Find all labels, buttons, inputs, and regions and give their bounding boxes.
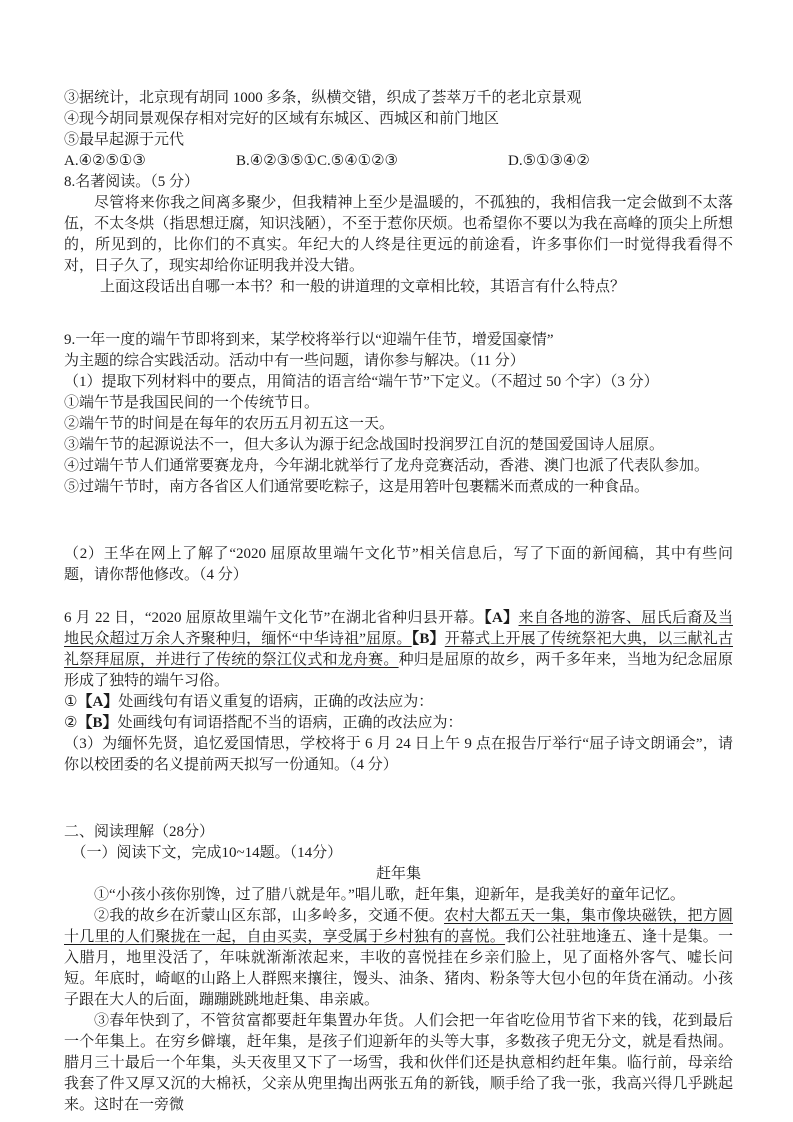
q9-fix-a-line <box>64 692 733 713</box>
text-segment: ② <box>64 715 78 731</box>
q9-part1-item-1: ①端午节是我国民间的一个传统节日。 <box>64 395 320 411</box>
q7-item-5: ⑤最早起源于元代 <box>64 132 185 148</box>
q9-part1-item-2: ②端午节的时间是在每年的农历五月初五这一天。 <box>64 416 395 432</box>
text-segment: 【B】 <box>411 631 445 647</box>
text-segment: ②我的故乡在沂蒙山区东部，山多岭多，交通不便。 <box>94 908 445 924</box>
text-segment: 种归是屈原的故乡，两千多年来，当地为纪念屈原形成了独特的端午习俗。 <box>64 652 733 689</box>
essay-paragraph-2 <box>64 906 733 1011</box>
text-segment: 处画线句有词语搭配不当的语病，正确的改法应为： <box>117 715 463 731</box>
section2-subheading: （一）阅读下文，完成10~14题。（14分） <box>71 845 343 861</box>
q9-part1-item-4: ④过端午节人们通常要赛龙舟，今年湖北就举行了龙舟竞赛活动，香港、澳门也派了代表队参加。 <box>64 458 710 474</box>
q8-quote-paragraph: 尽管将来你我之间离多聚少，但我精神上至少是温暖的，不孤独的，我相信我一定会做到不太落伍，不太冬烘（指思想迂腐，知识浅陋），不至于惹你厌烦。也希望你不要以为我在高峰的顶尖上所想的，所见到的，比你们的不真实。年纪大的人终是往更远的前途看，许多事你们一时觉得我看得不对，日子久了，现实却给你证明我并没大错。 <box>64 195 733 274</box>
section2-heading: 二、阅读理解（28分） <box>64 824 215 840</box>
text-segment: 处画线句有语义重复的语病，正确的改法应为： <box>118 694 434 710</box>
q9-part1-item-5: ⑤过端午节时，南方各省区人们通常要吃粽子，这是用箬叶包裹糯米而煮成的一种食品。 <box>64 479 650 495</box>
q8-heading: 8.名著阅读。（5 分） <box>64 174 200 190</box>
essay-paragraph-3: ③春年快到了，不管贫富都要赶年集置办年货。人们会把一年省吃俭用节省下来的钱，花到最后一个年集上。在穷乡僻壤，赶年集，是孩子们迎新年的头等大事，多数孩子兜无分文，就是看热闹。腊月三十最后一个年集，头天夜里又下了一场雪，我和伙伴们还是执意相约赶年集。临行前，母亲给我套了件又厚又沉的大棉袄，父亲从兜里掏出两张五角的新钱，顺手给了我一张，我高兴得几乎跳起来。这时在一旁微 <box>64 1013 733 1113</box>
q7-choices-row <box>64 151 733 172</box>
q9-part1-heading: （1）提取下列材料中的要点，用简洁的语言给“端午节”下定义。（不超过 50 个字）（3 分） <box>64 374 659 390</box>
essay-title: 赶年集 <box>375 866 421 882</box>
text-segment: 6 月 22 日，“2020 屈原故里端午文化节”在湖北省种归县开幕。 <box>64 610 485 626</box>
text-segment: 【A】 <box>484 610 519 626</box>
q9-news-paragraph <box>64 608 733 692</box>
text-segment: 【A】 <box>77 694 119 710</box>
text-segment: 我们公社驻地逢五、逢十是集。一入腊月，地里没活了，年味就渐渐浓起来，丰收的喜悦挂在乡亲们脸上，见了面格外客气、嘘长问短。年底时，崎岖的山路上人群熙来攘往，馒头、油条、猪肉、粉条等大包小包的年货在涌动。小孩子跟在大人的后面，蹦蹦跳跳地赶集、串亲戚。 <box>64 929 733 1008</box>
text-segment: 【B】 <box>77 715 118 731</box>
text-segment: ① <box>64 694 78 710</box>
q8-question: 上面这段话出自哪一本书？和一般的讲道理的文章相比较，其语言有什么特点？ <box>100 279 626 295</box>
q9-intro-line2: 为主题的综合实践活动。活动中有一些问题，请你参与解决。（11 分） <box>64 353 525 369</box>
underlined-text-segment: 农村大都五天一集，集市像块磁铁，把方圆十几里的人们聚拢在一起，自由买卖，享受属于乡村独有的喜悦。 <box>64 908 733 945</box>
essay-paragraph-1: ①“小孩小孩你别馋，过了腊八就是年。”唱儿歌，赶年集，迎新年，是我美好的童年记忆。 <box>94 887 685 903</box>
q7-choice-a: A.④②⑤①③ <box>64 153 146 169</box>
q9-intro-line1: 9.一年一度的端午节即将到来，某学校将举行以“迎端午佳节，增爱国豪情” <box>64 332 554 348</box>
q7-item-3: ③据统计，北京现有胡同 1000 多条，纵横交错，织成了荟萃万千的老北京景观 <box>64 90 582 106</box>
q7-choice-d: D.⑤①③④② <box>508 153 590 169</box>
underlined-text-segment: 开幕式上开展了传统祭祀大典，以三献礼古礼祭拜屈原，并进行了传统的祭江仪式和龙舟赛。 <box>64 631 733 668</box>
q7-choice-b-c: B.④②③⑤①C.⑤④①②③ <box>236 153 398 169</box>
q9-part2-heading: （2）王华在网上了解了“2020 屈原故里端午文化节”相关信息后，写了下面的新闻稿，其中有些问题，请你帮他修改。（4 分） <box>64 546 733 583</box>
q7-item-4: ④现今胡同景观保存相对完好的区域有东城区、西城区和前门地区 <box>64 111 500 127</box>
underlined-text-segment: 来自各地的游客、屈氏后裔及当地民众超过万余人齐聚种归，缅怀“中华诗祖”屈原。 <box>64 610 733 647</box>
q9-fix-b-line <box>64 713 733 734</box>
q9-part1-item-3: ③端午节的起源说法不一，但大多认为源于纪念战国时投润罗江自沉的楚国爱国诗人屈原。 <box>64 437 665 453</box>
q9-part3: （3）为缅怀先贤，追忆爱国情思，学校将于 6 月 24 日上午 9 点在报告厅举行“屈子诗文朗诵会”，请你以校团委的名义提前两天拟写一份通知。（4 分） <box>64 736 733 773</box>
